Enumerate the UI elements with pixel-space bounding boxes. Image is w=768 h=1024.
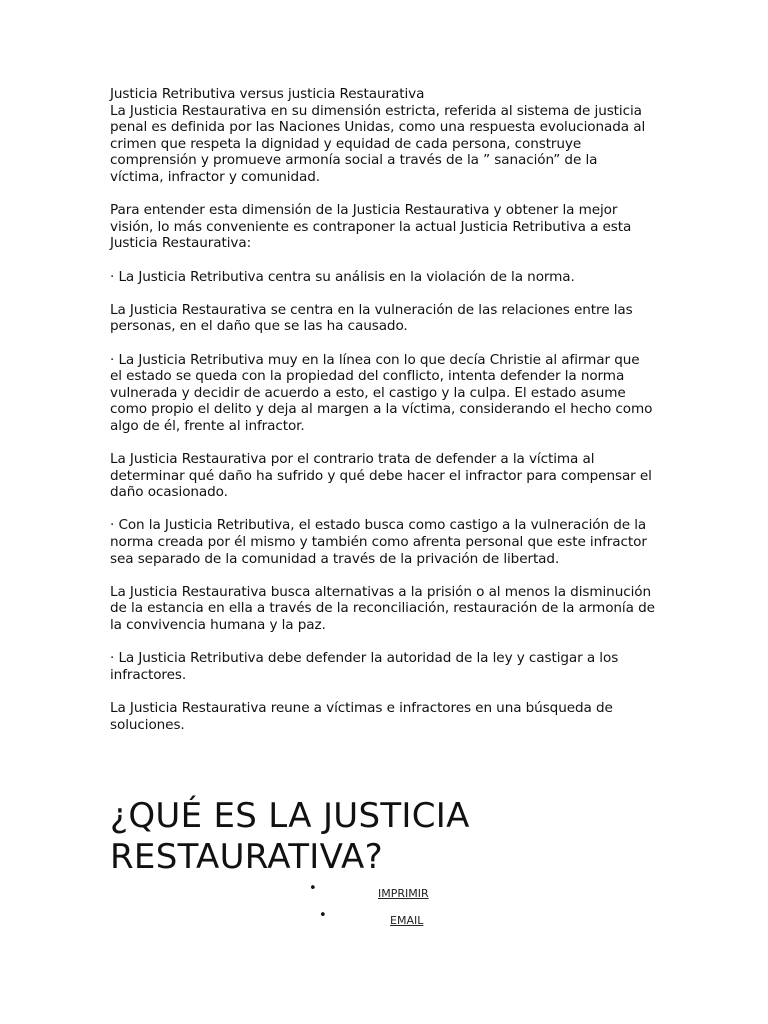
email-link[interactable]: EMAIL <box>390 914 424 927</box>
paragraph-intro: Justicia Retributiva versus justicia Restaurativa La Justicia Restaurativa en su dimensión estricta, referida al sistema de justicia penal es definida por las Naciones Unidas, como una respuesta evolucionada al crimen que respeta la dignidad y equidad de cada persona, construye comprensión y promueve armonía social a través de la ” sanación” de la víctima, infractor y comunidad. <box>110 86 646 185</box>
paragraph: La Justicia Restaurativa por el contrario trata de defender a la víctima al determinar qué daño ha sufrido y qué debe hacer el infractor para compensar el daño ocasionado. <box>110 451 652 501</box>
section-heading: ¿QUÉ ES LA JUSTICIA RESTAURATIVA? <box>110 796 470 877</box>
paragraph: La Justicia Restaurativa reune a víctimas e infractores en una búsqueda de soluciones. <box>110 699 613 733</box>
paragraph: · La Justicia Retributiva debe defender la autoridad de la ley y castigar a los infractores. <box>110 650 619 683</box>
paragraph: · Con la Justicia Retributiva, el estado busca como castigo a la vulneración de la norma creada por él mismo y también como afrenta personal que este infractor sea separado de la comunidad a través de la privación de libertad. <box>110 517 647 567</box>
paragraph: · La Justicia Retributiva centra su análisis en la violación de la norma. <box>110 268 575 285</box>
bullet-icon: • <box>319 908 327 923</box>
article-body <box>110 86 655 750</box>
paragraph: La Justicia Restaurativa se centra en la vulneración de las relaciones entre las personas, en el daño que se las ha causado. <box>110 301 633 335</box>
paragraph: La Justicia Restaurativa busca alternativas a la prisión o al menos la disminución de la estancia en ella a través de la reconciliación, restauración de la armonía de la convivencia humana y la paz. <box>110 583 655 633</box>
print-link[interactable]: IMPRIMIR <box>378 887 429 900</box>
paragraph: · La Justicia Retributiva muy en la línea con lo que decía Christie al afirmar que el estado se queda con la propiedad del conflicto, intenta defender la norma vulnerada y decidir de acuerdo a esto, el castigo y la culpa. El estado asume como propio el delito y deja al margen a la víctima, considerando el hecho como algo de él, frente al infractor. <box>110 351 653 434</box>
paragraph: Para entender esta dimensión de la Justicia Restaurativa y obtener la mejor visión, lo más conveniente es contraponer la actual Justicia Retributiva a esta Justicia Restaurativa: <box>110 202 632 252</box>
bullet-icon: • <box>309 881 317 896</box>
